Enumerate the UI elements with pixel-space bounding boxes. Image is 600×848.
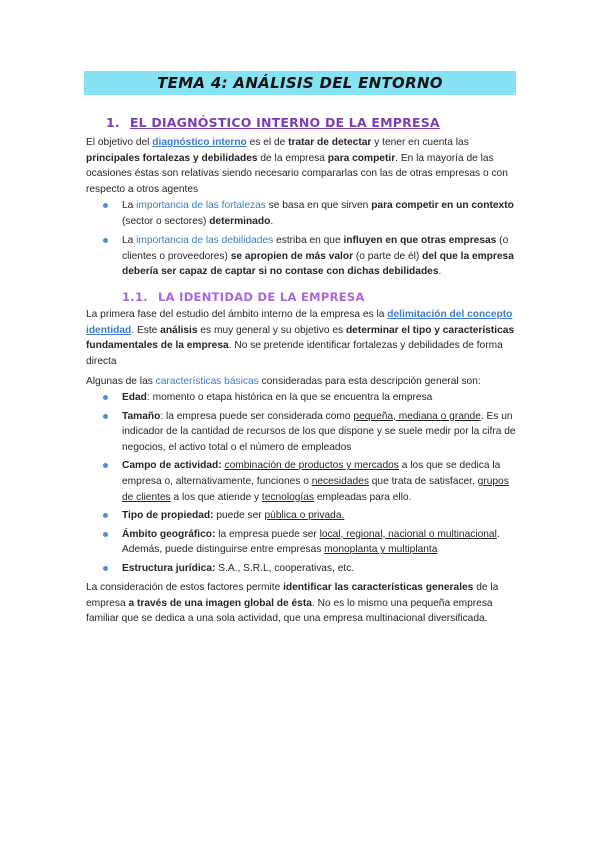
text: La [122,235,137,247]
text: . Este [131,324,161,336]
text: : la empresa puede ser considerada como [160,410,354,422]
underlined-text: monoplanta y multiplanta [324,544,438,556]
section-1-bullet-list [86,198,516,280]
text: . Además, puede distinguirse entre empresas [122,528,500,556]
text: es el de [246,137,289,148]
text: La primera fase del estudio del ámbito interno de la empresa es la [86,309,388,320]
text: La [122,200,137,211]
underlined-text: combinación de productos y mercados [224,460,399,472]
underlined-text: tecnologías [261,491,315,503]
text: la empresa puede ser [215,528,320,540]
bold-text: determinar el tipo y características fundamentales de la empresa [86,324,515,352]
underlined-text: grupos de clientes [122,475,509,503]
bold-text: principales fortalezas y debilidades [86,152,258,164]
list-item-tipo [86,508,516,524]
text: . [311,597,318,609]
text: a los que se dedica la empresa o, alternativamente, funciones o [122,460,501,487]
bold-text: para competir [327,152,396,164]
underlined-text: pública o privada. [264,510,345,522]
list-item-estructura [86,561,516,577]
text: estriba en que [273,235,344,247]
text: S.A., S.R.L, cooperativas, etc. [215,562,355,574]
bold-text: análisis [160,324,198,336]
list-item [86,233,516,280]
text: se basa en que sirven [265,200,372,211]
text: El objetivo del [86,137,153,148]
text: (sector o sectores) [122,215,210,227]
section-1-intro [86,135,516,197]
text: . En la mayoría de las ocasiones éstas son relativas siendo necesario compararlas con las de otras empresas o con respecto a otros agentes [86,152,508,195]
list-item-ambito [86,527,516,558]
bold-text: tratar de detectar [288,137,372,148]
item-label: Edad [122,392,147,403]
text: empleadas para ello. [314,491,412,503]
text: No es lo mismo una pequeña empresa familiar que se dedica a una sola actividad, que una empresa multinacional diversificada. [86,597,493,625]
text: y tener en cuenta las [371,137,469,148]
text: Algunas de las [86,376,156,387]
text: (o parte de él) [353,250,423,262]
highlight-term: diagnóstico interno [152,137,247,148]
characteristics-list [86,390,516,577]
highlight-term: importancia de las debilidades [136,235,274,247]
highlight-term: características básicas [155,376,259,387]
characteristics-lead [86,374,516,390]
text: puede ser [213,510,265,522]
title-banner [84,71,516,95]
underlined-text: local, regional, nacional o multinacional [319,528,497,540]
text: que trata de satisfacer, [368,475,478,487]
text: es muy general y su objetivo es [197,324,346,336]
text: consideradas para esta descripción general son: [258,376,481,387]
item-label: Tamaño [122,410,161,422]
text: : momento o etapa histórica en la que se encuentra la empresa [146,392,433,403]
highlight-term: importancia de las fortalezas [136,200,266,211]
section-1-1-title: LA IDENTIDAD DE LA EMPRESA [158,290,365,304]
bold-text: se apropien de más valor [230,250,354,262]
item-label: Estructura jurídica: [122,562,216,574]
bold-text: a través de una imagen global de ésta [128,597,312,609]
bold-text: identificar las características generales [283,582,474,593]
text: (o clientes o proveedores) [122,235,509,262]
text: de la empresa [86,582,499,609]
list-item-tamano [86,409,516,456]
underlined-text: pequeña, mediana o grande [353,410,481,422]
text: . [270,215,274,227]
section-1-heading [106,115,440,130]
section-1-1-heading [122,290,365,304]
page-title: TEMA 4: ANÁLISIS DEL ENTORNO [157,74,443,92]
list-item [86,198,516,229]
list-item-campo [86,458,516,505]
section-1-1-intro [86,307,516,369]
item-label: Campo de actividad: [122,460,222,472]
underlined-text: necesidades [311,475,369,487]
item-label: Ámbito geográfico: [122,528,216,540]
section-1-1-number: 1.1. [122,290,148,304]
bold-text: influyen en que otras empresas [343,235,497,247]
text: de la empresa [257,152,328,164]
bold-text: determinado [209,215,271,227]
text: . Es un indicador de la cantidad de recursos de los que dispone y se suele medir por la cifra de negocios, el activo total o el número de empleados [122,410,516,453]
highlight-term: delimitación del concepto identidad [86,309,513,336]
text: a los que atiende y [170,491,262,503]
closing-paragraph [86,580,516,627]
text: . [438,266,442,278]
item-label: Tipo de propiedad: [122,510,214,522]
section-1-title: EL DIAGNÓSTICO INTERNO DE LA EMPRESA [129,115,440,130]
list-item-edad [86,390,516,406]
text: La consideración de estos factores permite [86,582,284,593]
text: . No se pretende identificar fortalezas y debilidades de forma directa [86,340,503,367]
bold-text: del que la empresa debería ser capaz de captar si no contase con dichas debilidades [122,250,514,278]
section-1-number: 1. [106,115,120,130]
bold-text: para competir en un contexto [371,200,514,211]
